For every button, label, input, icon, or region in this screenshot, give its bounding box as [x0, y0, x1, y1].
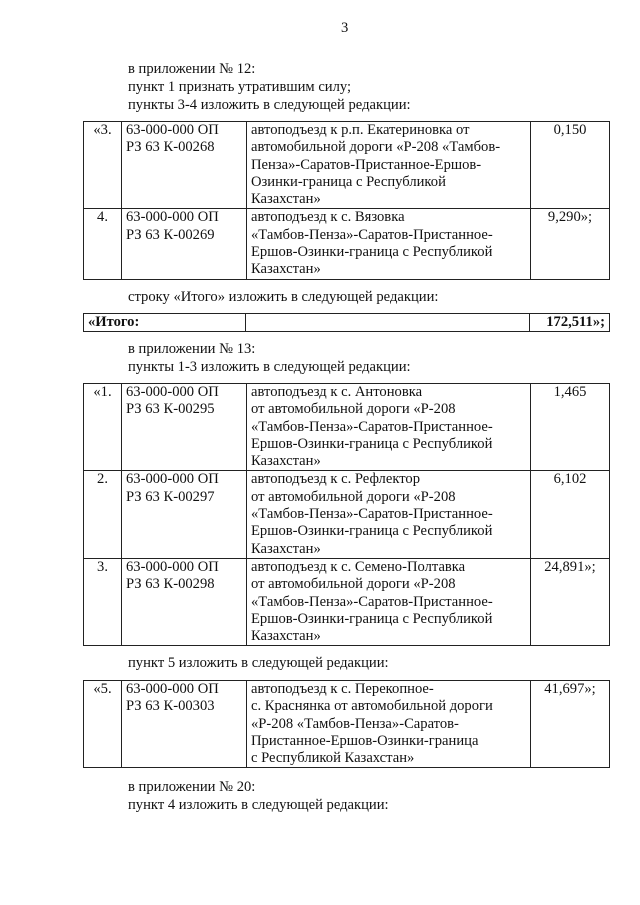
code-line: РЗ 63 К-00297	[126, 488, 215, 505]
road-code	[122, 122, 247, 209]
paragraph: в приложении № 20:	[128, 779, 256, 795]
paragraph: пункты 3-4 изложить в следующей редакции:	[128, 97, 411, 113]
total-value: 172,511»;	[530, 314, 610, 332]
roads-table-app13-item5	[83, 680, 610, 768]
code-line: РЗ 63 К-00298	[126, 576, 215, 593]
road-description: автоподъезд к р.п. Екатериновка от автомобильной дороги «Р-208 «Тамбов- Пенза»-Саратов-Пристанное-Ершов- Озинки-граница с Республикой Казахстан»	[247, 122, 531, 209]
roads-table-app13	[83, 383, 610, 646]
road-length: 6,102	[531, 471, 610, 558]
road-length: 0,150	[531, 122, 610, 209]
total-label: «Итого:	[84, 314, 246, 332]
row-number: «3.	[84, 122, 122, 209]
paragraph: пункт 1 признать утратившим силу;	[128, 79, 352, 95]
empty-cell	[246, 314, 530, 332]
paragraph: пункты 1-3 изложить в следующей редакции:	[128, 359, 411, 375]
road-length: 1,465	[531, 384, 610, 471]
paragraph: пункт 4 изложить в следующей редакции:	[128, 797, 389, 813]
paragraph: строку «Итого» изложить в следующей редакции:	[128, 289, 439, 305]
code-line: РЗ 63 К-00268	[126, 139, 215, 156]
table-row	[84, 209, 610, 279]
road-code	[122, 681, 247, 768]
code-line: 63-000-000 ОП	[126, 558, 219, 575]
row-number: «1.	[84, 384, 122, 471]
code-line: РЗ 63 К-00303	[126, 698, 215, 715]
road-code	[122, 471, 247, 558]
table-row	[84, 471, 610, 558]
row-number: «5.	[84, 681, 122, 768]
table-row	[84, 681, 610, 768]
total-table	[83, 313, 610, 332]
paragraph: пункт 5 изложить в следующей редакции:	[128, 655, 389, 671]
road-description: автоподъезд к с. Рефлектор от автомобильной дороги «Р-208 «Тамбов-Пенза»-Саратов-Пристанное- Ершов-Озинки-граница с Республикой Казахстан»	[247, 471, 531, 558]
road-code	[122, 384, 247, 471]
page-number: 3	[341, 20, 349, 36]
road-code	[122, 209, 247, 279]
road-description: автоподъезд к с. Вязовка «Тамбов-Пенза»-Саратов-Пристанное- Ершов-Озинки-граница с Республикой Казахстан»	[247, 209, 531, 279]
paragraph: в приложении № 13:	[128, 341, 256, 357]
road-length: 9,290»;	[531, 209, 610, 279]
table-row	[84, 384, 610, 471]
total-row	[84, 314, 610, 332]
road-length: 24,891»;	[531, 558, 610, 645]
roads-table-app12	[83, 121, 610, 280]
code-line: 63-000-000 ОП	[126, 209, 219, 226]
row-number: 3.	[84, 558, 122, 645]
code-line: РЗ 63 К-00269	[126, 226, 215, 243]
code-line: 63-000-000 ОП	[126, 122, 219, 138]
road-description: автоподъезд к с. Семено-Полтавка от автомобильной дороги «Р-208 «Тамбов-Пенза»-Саратов-Пристанное- Ершов-Озинки-граница с Республикой Казахстан»	[247, 558, 531, 645]
row-number: 4.	[84, 209, 122, 279]
code-line: РЗ 63 К-00295	[126, 401, 215, 418]
code-line: 63-000-000 ОП	[126, 681, 219, 697]
table-row	[84, 122, 610, 209]
road-description: автоподъезд к с. Антоновка от автомобильной дороги «Р-208 «Тамбов-Пенза»-Саратов-Пристанное- Ершов-Озинки-граница с Республикой Казахстан»	[247, 384, 531, 471]
code-line: 63-000-000 ОП	[126, 471, 219, 488]
paragraph: в приложении № 12:	[128, 61, 256, 77]
code-line: 63-000-000 ОП	[126, 384, 219, 400]
road-description: автоподъезд к с. Перекопное- с. Краснянка от автомобильной дороги «Р-208 «Тамбов-Пенза»-Саратов- Пристанное-Ершов-Озинки-граница с Республикой Казахстан»	[247, 681, 531, 768]
road-length: 41,697»;	[531, 681, 610, 768]
table-row	[84, 558, 610, 645]
road-code	[122, 558, 247, 645]
row-number: 2.	[84, 471, 122, 558]
